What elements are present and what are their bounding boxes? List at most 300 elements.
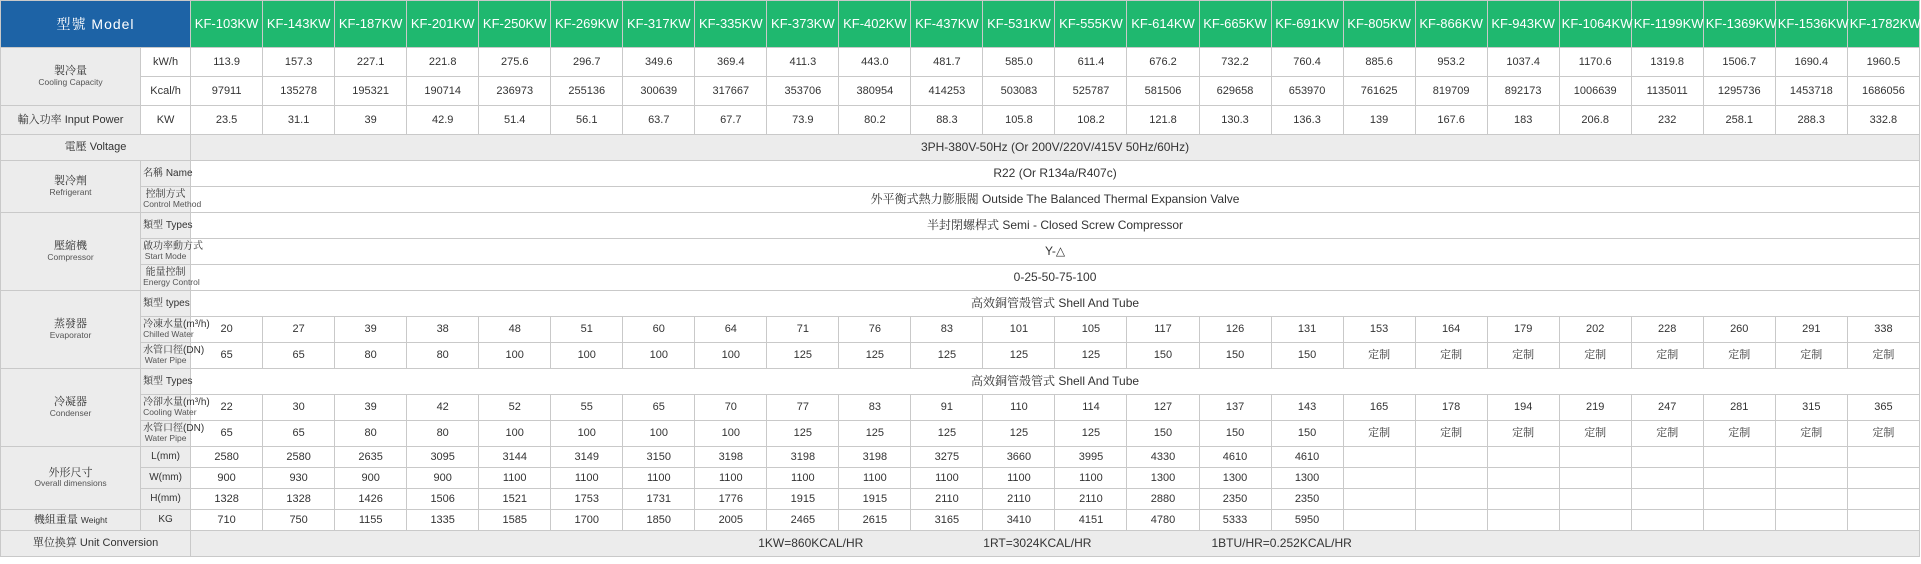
cooling-kw-value: 953.2 xyxy=(1415,48,1487,77)
cooling-water-label-en: Cooling Water xyxy=(143,407,197,418)
cooling-kw-value: 611.4 xyxy=(1055,48,1127,77)
input-power-value: 31.1 xyxy=(263,106,335,135)
dimension-w-value: 900 xyxy=(407,468,479,489)
cooling-kcal-value: 525787 xyxy=(1055,77,1127,106)
header-row xyxy=(1,1,1920,48)
model-header: KF-691KW xyxy=(1271,1,1343,48)
cooling-water-value: 91 xyxy=(911,395,983,421)
dimension-h-value xyxy=(1703,489,1775,510)
dimension-l-value: 3144 xyxy=(479,447,551,468)
input-power-value: 332.8 xyxy=(1847,106,1919,135)
cooling-water-value: 65 xyxy=(623,395,695,421)
dimension-h-value xyxy=(1775,489,1847,510)
dimension-h-value xyxy=(1847,489,1919,510)
dimension-h-value: 1426 xyxy=(335,489,407,510)
input-power-value: 183 xyxy=(1487,106,1559,135)
compressor-start-row xyxy=(1,239,1920,265)
evaporator-label-en: Evaporator xyxy=(49,329,92,340)
dimension-w-value: 1100 xyxy=(1055,468,1127,489)
cooling-water-value: 30 xyxy=(263,395,335,421)
chilled-water-value: 117 xyxy=(1127,317,1199,343)
condenser-label-cn: 冷凝器 xyxy=(54,396,88,409)
cooling-kw-value: 1037.4 xyxy=(1487,48,1559,77)
chilled-water-value: 126 xyxy=(1199,317,1271,343)
compressor-energy-row xyxy=(1,265,1920,291)
cooling-kcal-value: 135278 xyxy=(263,77,335,106)
dimension-w-value xyxy=(1487,468,1559,489)
dimension-l-value: 3198 xyxy=(839,447,911,468)
cooling-water-value: 315 xyxy=(1775,395,1847,421)
model-header: KF-614KW xyxy=(1127,1,1199,48)
weight-value xyxy=(1631,510,1703,531)
evaporator-pipe-label xyxy=(141,343,205,369)
cooling-water-value: 55 xyxy=(551,395,623,421)
weight-value: 1155 xyxy=(335,510,407,531)
dimension-l-value: 3149 xyxy=(551,447,623,468)
dimension-l-label: L(mm) xyxy=(141,447,191,468)
condenser-pipe-value: 125 xyxy=(911,421,983,447)
chilled-water-label xyxy=(141,317,210,343)
evaporator-pipe-value: 125 xyxy=(767,343,839,369)
input-power-value: 232 xyxy=(1631,106,1703,135)
dimension-h-value xyxy=(1559,489,1631,510)
dimension-w-value: 1100 xyxy=(983,468,1055,489)
chilled-water-label-en: Chilled Water xyxy=(143,329,194,340)
dimension-w-value xyxy=(1631,468,1703,489)
cooling-kw-value: 1960.5 xyxy=(1847,48,1919,77)
model-label: 型號 Model xyxy=(1,1,191,48)
input-power-value: 42.9 xyxy=(407,106,479,135)
dimension-h-value: 1776 xyxy=(695,489,767,510)
dimension-h-value: 1521 xyxy=(479,489,551,510)
cooling-water-label xyxy=(141,395,210,421)
model-header: KF-805KW xyxy=(1343,1,1415,48)
evaporator-type-label: 類型 types xyxy=(141,291,191,317)
condenser-pipe-value: 定制 xyxy=(1343,421,1415,447)
cooling-kcal-value: 503083 xyxy=(983,77,1055,106)
model-header: KF-1536KW xyxy=(1775,1,1847,48)
dimension-w-label: W(mm) xyxy=(141,468,191,489)
condenser-pipe-value: 150 xyxy=(1199,421,1271,447)
chilled-water-value: 60 xyxy=(623,317,695,343)
conversion-row xyxy=(1,531,1920,557)
cooling-kcal-value: 1453718 xyxy=(1775,77,1847,106)
voltage-value: 3PH-380V-50Hz (Or 200V/220V/415V 50Hz/60Hz) xyxy=(191,135,1920,161)
dimension-l-value: 3150 xyxy=(623,447,695,468)
condenser-label xyxy=(1,369,141,447)
conversion-value xyxy=(191,531,1920,557)
cooling-water-value: 137 xyxy=(1199,395,1271,421)
condenser-label-en: Condenser xyxy=(49,407,92,418)
condenser-pipe-value: 定制 xyxy=(1559,421,1631,447)
cooling-kw-value: 296.7 xyxy=(551,48,623,77)
cooling-kcal-value: 190714 xyxy=(407,77,479,106)
model-header: KF-103KW xyxy=(191,1,263,48)
input-power-value: 63.7 xyxy=(623,106,695,135)
weight-value xyxy=(1415,510,1487,531)
evaporator-pipe-value: 125 xyxy=(983,343,1055,369)
weight-value: 2005 xyxy=(695,510,767,531)
control-method-value: 外平衡式熱力膨脹閥 Outside The Balanced Thermal Expansion Valve xyxy=(191,187,1920,213)
weight-value: 3410 xyxy=(983,510,1055,531)
condenser-pipe-value: 定制 xyxy=(1415,421,1487,447)
input-power-value: 258.1 xyxy=(1703,106,1775,135)
dimension-h-value xyxy=(1487,489,1559,510)
chilled-water-value: 291 xyxy=(1775,317,1847,343)
input-power-value: 80.2 xyxy=(839,106,911,135)
cooling-water-value: 22 xyxy=(191,395,263,421)
model-header: KF-531KW xyxy=(983,1,1055,48)
chilled-water-value: 83 xyxy=(911,317,983,343)
cooling-kw-value: 443.0 xyxy=(839,48,911,77)
dimension-l-value xyxy=(1559,447,1631,468)
evaporator-pipe-value: 定制 xyxy=(1415,343,1487,369)
cooling-water-value: 165 xyxy=(1343,395,1415,421)
cooling-water-value: 127 xyxy=(1127,395,1199,421)
weight-value: 1850 xyxy=(623,510,695,531)
cooling-kcal-value: 1686056 xyxy=(1847,77,1919,106)
cooling-water-value: 219 xyxy=(1559,395,1631,421)
condenser-type-label: 類型 Types xyxy=(141,369,191,395)
model-header: KF-1064KW xyxy=(1559,1,1631,48)
evaporator-pipe-value: 100 xyxy=(479,343,551,369)
chilled-water-value: 164 xyxy=(1415,317,1487,343)
dimension-w-value: 1100 xyxy=(695,468,767,489)
start-mode-label-en: Start Mode xyxy=(144,251,187,262)
model-header: KF-437KW xyxy=(911,1,983,48)
evaporator-pipe-value: 125 xyxy=(1055,343,1127,369)
voltage-row xyxy=(1,135,1920,161)
model-header: KF-201KW xyxy=(407,1,479,48)
refrigerant-name-label: 名稱 Name xyxy=(141,161,191,187)
cooling-water-value: 83 xyxy=(839,395,911,421)
cooling-label xyxy=(1,48,141,106)
energy-control-label xyxy=(141,265,200,291)
dimension-h-value: 1506 xyxy=(407,489,479,510)
weight-value: 750 xyxy=(263,510,335,531)
dimension-l-value: 3198 xyxy=(767,447,839,468)
dimension-w-value: 1100 xyxy=(767,468,839,489)
control-method-label xyxy=(141,187,202,213)
chilled-water-value: 153 xyxy=(1343,317,1415,343)
cooling-kw-value: 1690.4 xyxy=(1775,48,1847,77)
chilled-water-value: 131 xyxy=(1271,317,1343,343)
weight-value: 710 xyxy=(191,510,263,531)
cooling-water-value: 194 xyxy=(1487,395,1559,421)
dimension-l-value: 3198 xyxy=(695,447,767,468)
condenser-pipe-value: 65 xyxy=(263,421,335,447)
dimension-h-value: 2110 xyxy=(1055,489,1127,510)
chilled-water-value: 76 xyxy=(839,317,911,343)
dimension-l-value: 2635 xyxy=(335,447,407,468)
cooling-kcal-value: 236973 xyxy=(479,77,551,106)
cooling-kw-value: 732.2 xyxy=(1199,48,1271,77)
cooling-kw-value: 676.2 xyxy=(1127,48,1199,77)
input-power-row xyxy=(1,106,1920,135)
cooling-kcal-value: 317667 xyxy=(695,77,767,106)
input-power-value: 167.6 xyxy=(1415,106,1487,135)
dimension-w-value xyxy=(1847,468,1919,489)
condenser-pipe-value: 定制 xyxy=(1775,421,1847,447)
condenser-pipe-value: 80 xyxy=(335,421,407,447)
chilled-water-value: 179 xyxy=(1487,317,1559,343)
dimension-w-value: 1100 xyxy=(551,468,623,489)
chilled-water-value: 260 xyxy=(1703,317,1775,343)
cooling-water-value: 42 xyxy=(407,395,479,421)
model-header: KF-555KW xyxy=(1055,1,1127,48)
evaporator-label-cn: 蒸發器 xyxy=(54,318,88,331)
dimension-w-value: 1100 xyxy=(479,468,551,489)
cooling-kw-value: 885.6 xyxy=(1343,48,1415,77)
dimension-l-value xyxy=(1487,447,1559,468)
condenser-pipe-value: 定制 xyxy=(1487,421,1559,447)
dimension-h-value: 1731 xyxy=(623,489,695,510)
cooling-kcal-value: 1135011 xyxy=(1631,77,1703,106)
input-power-value: 121.8 xyxy=(1127,106,1199,135)
condenser-pipe-value: 150 xyxy=(1127,421,1199,447)
input-power-value: 39 xyxy=(335,106,407,135)
condenser-pipe-value: 定制 xyxy=(1847,421,1919,447)
evaporator-pipe-value: 定制 xyxy=(1487,343,1559,369)
condenser-pipe-value: 定制 xyxy=(1631,421,1703,447)
evaporator-pipe-value: 定制 xyxy=(1343,343,1415,369)
condenser-pipe-label-en: Water Pipe xyxy=(144,433,187,444)
cooling-water-value: 178 xyxy=(1415,395,1487,421)
cooling-kcal-value: 629658 xyxy=(1199,77,1271,106)
model-header: KF-665KW xyxy=(1199,1,1271,48)
model-header: KF-335KW xyxy=(695,1,767,48)
conversion-label: 單位換算 Unit Conversion xyxy=(1,531,191,557)
chilled-water-value: 48 xyxy=(479,317,551,343)
dimension-w-value: 1100 xyxy=(623,468,695,489)
cooling-kcal-value: 761625 xyxy=(1343,77,1415,106)
cooling-kw-row xyxy=(1,48,1920,77)
cooling-water-value: 52 xyxy=(479,395,551,421)
cooling-label-en: Cooling Capacity xyxy=(38,76,103,87)
cooling-water-value: 110 xyxy=(983,395,1055,421)
dimension-h-value: 2110 xyxy=(983,489,1055,510)
model-header: KF-373KW xyxy=(767,1,839,48)
input-power-value: 105.8 xyxy=(983,106,1055,135)
compressor-type-row xyxy=(1,213,1920,239)
condenser-pipe-value: 100 xyxy=(695,421,767,447)
compressor-type-value: 半封閉螺桿式 Semi - Closed Screw Compressor xyxy=(191,213,1920,239)
chilled-water-value: 51 xyxy=(551,317,623,343)
dimension-w-value: 1100 xyxy=(911,468,983,489)
cooling-water-value: 281 xyxy=(1703,395,1775,421)
evaporator-pipe-row xyxy=(1,343,1920,369)
cooling-kcal-value: 892173 xyxy=(1487,77,1559,106)
dimension-l-value xyxy=(1631,447,1703,468)
cooling-kw-value: 157.3 xyxy=(263,48,335,77)
evaporator-pipe-value: 100 xyxy=(623,343,695,369)
chilled-water-value: 64 xyxy=(695,317,767,343)
input-power-value: 130.3 xyxy=(1199,106,1271,135)
evaporator-type-row xyxy=(1,291,1920,317)
weight-value: 5950 xyxy=(1271,510,1343,531)
evaporator-pipe-value: 65 xyxy=(191,343,263,369)
refrigerant-label xyxy=(1,161,141,213)
start-mode-label-cn: 啟功率動方式 xyxy=(143,240,204,252)
dimension-l-value xyxy=(1343,447,1415,468)
cooling-kcal-value: 300639 xyxy=(623,77,695,106)
weight-value: 4151 xyxy=(1055,510,1127,531)
cooling-water-value: 70 xyxy=(695,395,767,421)
cooling-kcal-row xyxy=(1,77,1920,106)
weight-value xyxy=(1487,510,1559,531)
dimension-w-value: 900 xyxy=(335,468,407,489)
weight-value: 1335 xyxy=(407,510,479,531)
dimension-l-value: 3995 xyxy=(1055,447,1127,468)
dimension-w-value xyxy=(1775,468,1847,489)
dimension-l-value xyxy=(1775,447,1847,468)
dimension-w-value: 1300 xyxy=(1199,468,1271,489)
cooling-kcal-value: 195321 xyxy=(335,77,407,106)
dimension-h-value: 2880 xyxy=(1127,489,1199,510)
chilled-water-value: 202 xyxy=(1559,317,1631,343)
cooling-kw-value: 760.4 xyxy=(1271,48,1343,77)
evaporator-pipe-value: 150 xyxy=(1199,343,1271,369)
input-power-value: 288.3 xyxy=(1775,106,1847,135)
model-header: KF-317KW xyxy=(623,1,695,48)
cooling-kcal-value: 1295736 xyxy=(1703,77,1775,106)
weight-value xyxy=(1343,510,1415,531)
weight-label-en: Weight xyxy=(80,514,108,525)
evaporator-pipe-label-cn: 水管口徑(DN) xyxy=(143,344,205,356)
chilled-water-value: 38 xyxy=(407,317,479,343)
cooling-kw-value: 1319.8 xyxy=(1631,48,1703,77)
weight-value: 1700 xyxy=(551,510,623,531)
evaporator-pipe-value: 100 xyxy=(551,343,623,369)
chilled-water-label-cn: 冷凍水量(m³/h) xyxy=(143,318,210,330)
dimensions-label-cn: 外形尺寸 xyxy=(48,466,93,479)
weight-value xyxy=(1775,510,1847,531)
chilled-water-value: 105 xyxy=(1055,317,1127,343)
cooling-kcal-value: 581506 xyxy=(1127,77,1199,106)
cooling-kcal-value: 380954 xyxy=(839,77,911,106)
start-mode-value: Y-△ xyxy=(191,239,1920,265)
dimension-w-value: 1300 xyxy=(1127,468,1199,489)
dimension-l-value: 3275 xyxy=(911,447,983,468)
input-power-value: 136.3 xyxy=(1271,106,1343,135)
cooling-kw-value: 411.3 xyxy=(767,48,839,77)
refrigerant-label-en: Refrigerant xyxy=(49,186,92,197)
chilled-water-value: 71 xyxy=(767,317,839,343)
dimension-w-value xyxy=(1703,468,1775,489)
weight-value: 3165 xyxy=(911,510,983,531)
weight-value: 1585 xyxy=(479,510,551,531)
dimension-l-value: 4610 xyxy=(1199,447,1271,468)
weight-unit: KG xyxy=(141,510,191,531)
compressor-label-cn: 壓縮機 xyxy=(54,240,88,253)
model-header: KF-1782KW xyxy=(1847,1,1919,48)
cooling-kw-value: 227.1 xyxy=(335,48,407,77)
dimension-l-value: 4330 xyxy=(1127,447,1199,468)
conversion-item: 1BTU/HR=0.252KCAL/HR xyxy=(1211,535,1352,550)
cooling-kcal-value: 653970 xyxy=(1271,77,1343,106)
condenser-pipe-label-cn: 水管口徑(DN) xyxy=(143,422,205,434)
condenser-pipe-value: 65 xyxy=(191,421,263,447)
cooling-kcal-value: 97911 xyxy=(191,77,263,106)
condenser-pipe-value: 定制 xyxy=(1703,421,1775,447)
start-mode-label xyxy=(141,239,204,265)
control-method-label-en: Control Method xyxy=(143,199,202,210)
input-power-value: 23.5 xyxy=(191,106,263,135)
dimension-h-value: 2350 xyxy=(1271,489,1343,510)
cooling-water-row xyxy=(1,395,1920,421)
model-header: KF-1369KW xyxy=(1703,1,1775,48)
compressor-label xyxy=(1,213,141,291)
cooling-water-label-cn: 冷卻水量(m³/h) xyxy=(143,396,210,408)
cooling-label-cn: 製冷量 xyxy=(54,65,88,78)
cooling-kw-value: 349.6 xyxy=(623,48,695,77)
dimension-w-value: 930 xyxy=(263,468,335,489)
refrigerant-name-value: R22 (Or R134a/R407c) xyxy=(191,161,1920,187)
model-header: KF-943KW xyxy=(1487,1,1559,48)
cooling-water-value: 143 xyxy=(1271,395,1343,421)
dimension-h-value xyxy=(1631,489,1703,510)
input-power-value: 56.1 xyxy=(551,106,623,135)
evaporator-pipe-value: 150 xyxy=(1127,343,1199,369)
evaporator-pipe-value: 定制 xyxy=(1703,343,1775,369)
condenser-pipe-value: 100 xyxy=(479,421,551,447)
control-method-label-cn: 控制方式 xyxy=(145,188,186,200)
chilled-water-value: 27 xyxy=(263,317,335,343)
energy-control-value: 0-25-50-75-100 xyxy=(191,265,1920,291)
input-power-value: 88.3 xyxy=(911,106,983,135)
dimension-l-value xyxy=(1415,447,1487,468)
chilled-water-value: 101 xyxy=(983,317,1055,343)
condenser-pipe-value: 150 xyxy=(1271,421,1343,447)
condenser-type-value: 高效銅管殼管式 Shell And Tube xyxy=(191,369,1920,395)
input-power-label: 輸入功率 Input Power xyxy=(1,106,141,135)
evaporator-pipe-value: 定制 xyxy=(1775,343,1847,369)
unit-label: Kcal/h xyxy=(141,77,191,106)
condenser-pipe-value: 80 xyxy=(407,421,479,447)
unit-label: kW/h xyxy=(141,48,191,77)
weight-value: 2615 xyxy=(839,510,911,531)
evaporator-pipe-value: 80 xyxy=(335,343,407,369)
cooling-kw-value: 1506.7 xyxy=(1703,48,1775,77)
weight-value xyxy=(1703,510,1775,531)
condenser-pipe-value: 125 xyxy=(767,421,839,447)
dimension-w-row xyxy=(1,468,1920,489)
weight-label xyxy=(1,510,141,531)
unit-label: KW xyxy=(141,106,191,135)
input-power-value: 108.2 xyxy=(1055,106,1127,135)
weight-value xyxy=(1559,510,1631,531)
condenser-type-row xyxy=(1,369,1920,395)
input-power-value: 206.8 xyxy=(1559,106,1631,135)
dimension-l-value xyxy=(1703,447,1775,468)
input-power-value: 51.4 xyxy=(479,106,551,135)
voltage-label: 電壓 Voltage xyxy=(1,135,191,161)
dimension-h-label: H(mm) xyxy=(141,489,191,510)
weight-value xyxy=(1847,510,1919,531)
cooling-kcal-value: 414253 xyxy=(911,77,983,106)
dimension-h-value: 1328 xyxy=(263,489,335,510)
dimension-w-value: 1100 xyxy=(839,468,911,489)
evaporator-pipe-value: 150 xyxy=(1271,343,1343,369)
chilled-water-value: 20 xyxy=(191,317,263,343)
model-header: KF-866KW xyxy=(1415,1,1487,48)
refrigerant-label-cn: 製冷劑 xyxy=(54,175,88,188)
dimension-h-value xyxy=(1415,489,1487,510)
input-power-value: 139 xyxy=(1343,106,1415,135)
refrigerant-name-row xyxy=(1,161,1920,187)
cooling-kcal-value: 255136 xyxy=(551,77,623,106)
evaporator-pipe-value: 125 xyxy=(911,343,983,369)
